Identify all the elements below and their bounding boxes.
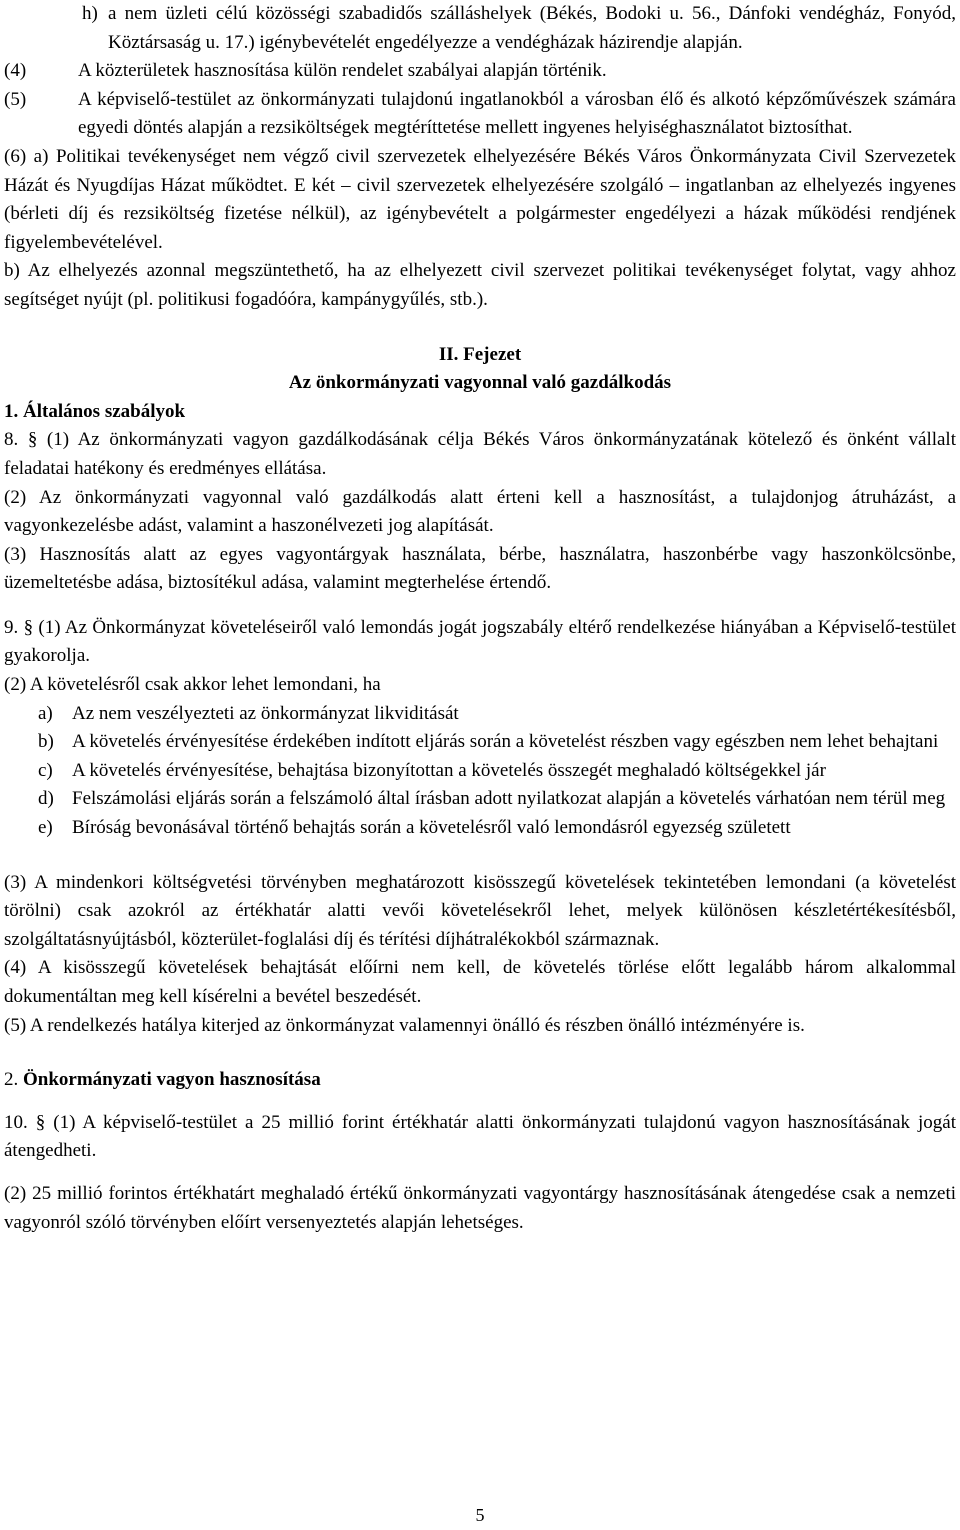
list-item-c xyxy=(4,757,956,786)
list-text-e: Bíróság bevonásával történő behajtás során a követelésről való lemondásról egyezség született xyxy=(72,817,791,839)
paragraph-number-5: (5) xyxy=(4,88,27,110)
paragraph-h xyxy=(4,0,956,57)
chapter-number: II. Fejezet xyxy=(438,343,522,365)
section-9-2: (2) A követelésről csak akkor lehet lemondani, ha xyxy=(4,674,381,696)
list-letter-d: d) xyxy=(38,788,54,810)
item-text-h: a nem üzleti célú közösségi szabadidős szálláshelyek (Békés, Bodoki u. 56., Dánfoki vendégház, Fonyód, Köztársaság u. 17.) igénybevételét engedélyezze a vendégházak házirendje alapján. xyxy=(108,3,956,53)
list-letter-c: c) xyxy=(38,759,53,781)
section-heading-2 xyxy=(4,1066,956,1095)
section-9-5: (5) A rendelkezés hatálya kiterjed az önkormányzat valamennyi önálló és részben önálló intézményére is. xyxy=(4,1014,805,1036)
paragraph-6a: (6) a) Politikai tevékenységet nem végző civil szervezetek elhelyezésére Békés Város Önkormányzata Civil Szervezetek Házát és Nyugdíjas Házat működtet. E két – civil szervezetek elhelyezésére szolgáló – ingatlanban az elhelyezés ingyenes (bérleti díj és rezsiköltség fizetése nélkül), az igénybevételt a polgármester engedélyezi a házak működési rendjének figyelembevételével. xyxy=(4,145,956,253)
list-letter-e: e) xyxy=(38,817,53,839)
paragraph-text-5: A képviselő-testület az önkormányzati tulajdonú ingatlanokból a városban élő és alkotó képzőművészek számára egyedi döntés alapján a rezsiköltségek megtéríttetése mellett ingyenes helyiséghasználatot biztosíthat. xyxy=(78,88,956,139)
section-heading-2-number: 2. xyxy=(4,1069,19,1091)
section-10-1: 10. § (1) A képviselő-testület a 25 millió forint értékhatár alatti önkormányzati tulajdonú vagyon hasznosításának jogát átengedheti. xyxy=(4,1111,956,1162)
section-8-2: (2) Az önkormányzati vagyonnal való gazdálkodás alatt érteni kell a hasznosítást, a tulajdonjog átruházást, a vagyonkezelésbe adást, valamint a haszonélvezeti jog alapítását. xyxy=(4,486,956,537)
list-text-b: A követelés érvényesítése érdekében indított eljárás során a követelést részben vagy egészben nem lehet behajtani xyxy=(72,731,939,753)
section-9-1: 9. § (1) Az Önkormányzat követeléseiről való lemondás jogát jogszabály eltérő rendelkezése hiányában a Képviselő-testület gyakorolja. xyxy=(4,616,956,667)
paragraph-number-4: (4) xyxy=(4,60,27,82)
list-text-d: Felszámolási eljárás során a felszámoló által írásban adott nyilatkozat alapján a követelés várhatóan nem térül meg xyxy=(72,788,946,810)
paragraph-text-4: A közterületek hasznosítása külön rendelet szabályai alapján történik. xyxy=(78,60,607,82)
section-9-3: (3) A mindenkori költségvetési törvényben meghatározott kisösszegű követelések tekintetében lemondani (a követelést törölni) csak azokról az értékhatár alatti vevői követelésekről lehet, melyek különösen készletértékesítésből, szolgáltatásnyújtásból, közterület-foglalási díj és térítési díjhátralékokból származnak. xyxy=(4,871,956,950)
list-item-a xyxy=(4,700,956,729)
list-text-c: A követelés érvényesítése, behajtása bizonyítottan a követelés összegét meghaladó költségekkel jár xyxy=(72,759,826,781)
paragraph-5 xyxy=(4,86,956,143)
list-letter-a: a) xyxy=(38,702,53,724)
section-heading-2-text: Önkormányzati vagyon hasznosítása xyxy=(23,1069,321,1091)
list-item-b xyxy=(4,728,956,757)
section-8-3: (3) Hasznosítás alatt az egyes vagyontárgyak használata, bérbe, használatra, haszonbérbe vagy haszonkölcsönbe, üzemeltetésbe adása, biztosítékul adása, valamint megterhelése értendő. xyxy=(4,543,956,594)
section-10-2: (2) 25 millió forintos értékhatárt meghaladó értékű önkormányzati vagyontárgy hasznosításának átengedése csak a nemzeti vagyonról szóló törvényben előírt versenyeztetés alapján lehetséges. xyxy=(4,1182,956,1233)
item-letter-h: h) xyxy=(82,3,98,24)
list-item-d xyxy=(4,785,956,814)
list-letter-b: b) xyxy=(38,731,54,753)
list-item-e xyxy=(4,814,956,843)
section-heading-1: 1. Általános szabályok xyxy=(4,400,186,422)
list-text-a: Az nem veszélyezteti az önkormányzat likviditását xyxy=(72,702,459,724)
paragraph-6b: b) Az elhelyezés azonnal megszüntethető, ha az elhelyezett civil szervezet politikai tevékenységet folytat, vagy ahhoz segítséget nyújt (pl. politikusi fogadóóra, kampánygyűlés, stb.). xyxy=(4,260,956,310)
chapter-title: Az önkormányzati vagyonnal való gazdálkodás xyxy=(288,372,672,394)
page-number: 5 xyxy=(475,1505,485,1525)
document-page xyxy=(4,0,956,1237)
paragraph-4 xyxy=(4,57,956,86)
section-9-4: (4) A kisösszegű követelések behajtását előírni nem kell, de követelés törlése előtt legalább három alkalommal dokumentáltan meg kell kísérelni a bevétel beszedését. xyxy=(4,957,956,1007)
section-8-1: 8. § (1) Az önkormányzati vagyon gazdálkodásának célja Békés Város önkormányzatának kötelező és önként vállalt feladatai hatékony és eredményes ellátása. xyxy=(4,429,956,479)
